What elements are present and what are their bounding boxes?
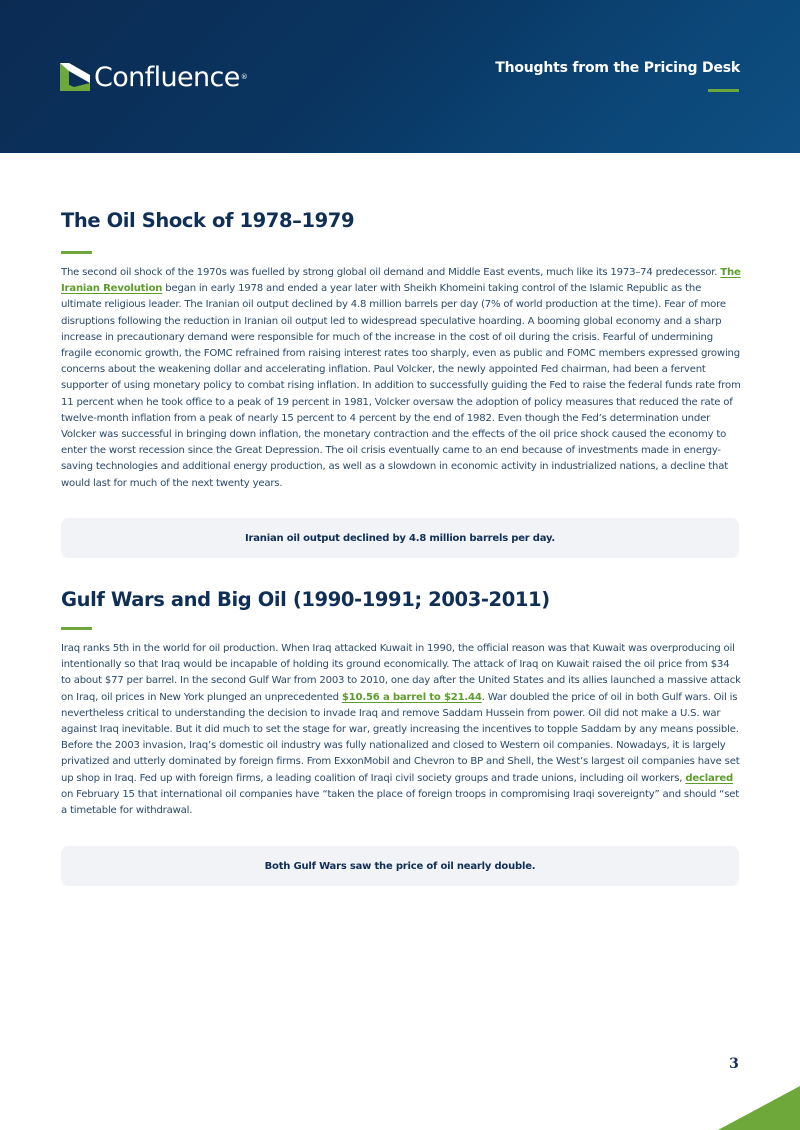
page-number: 3 [729,1056,739,1072]
section-accent-rule [61,251,92,254]
paragraph-text: on February 15 that international oil companies have “taken the place of foreign troops in compromising Iraqi sovereignty” and should “set a timetable for withdrawal. [61,788,740,817]
section-title-gulf-wars: Gulf Wars and Big Oil (1990-1991; 2003-2011) [61,588,550,611]
section-title-oil-shock: The Oil Shock of 1978–1979 [61,209,355,232]
confluence-logo-icon [60,61,90,93]
section-accent-rule [61,627,92,630]
confluence-logo[interactable] [60,60,248,94]
paragraph-text: . War doubled the price of oil in both Gulf wars. Oil is nevertheless critical to understanding the decision to invade Iraq and remove Saddam Hussein from power. Oil did not make a U.S. war against Iraq inevitable. But it did much to set the stage for war, greatly increasing the incentives to topple Saddam by any means possible. Before the 2003 invasion, Iraq’s domestic oil industry was fully nationalized and closed to Western oil companies. Nowadays, it is largely privatized and utterly dominated by foreign firms. From ExxonMobil and Chevron to BP and Shell, the West’s largest oil companies have set up shop in Iraq. Fed up with foreign firms, a leading coalition of Iraqi civil society groups and trade unions, including oil workers, [61,691,740,784]
header-tagline: Thoughts from the Pricing Desk [495,60,740,76]
header-banner [0,0,800,153]
link-declared[interactable]: declared [685,772,734,784]
callout-text: Iranian oil output declined by 4.8 million barrels per day. [245,532,555,544]
link-oil-price-plunge[interactable]: $10.56 a barrel to $21.44 [341,691,482,703]
paragraph-text: Iraq ranks 5th in the world for oil production. When Iraq attacked Kuwait in 1990, the official reason was that Kuwait was overproducing oil intentionally so that Iraq would be incapable of holding its ground economically. The attack of Iraq on Kuwait raised the oil price from $34 to about $77 per barrel. In the second Gulf War from 2003 to 2010, one day after the United States and its allies launched a massive attack on Iraq, oil prices in New York plunged an unprecedented [61,643,741,703]
paragraph-text: began in early 1978 and ended a year later with Sheikh Khomeini taking control of the Islamic Republic as the ultimate religious leader. The Iranian oil output declined by 4.8 million barrels per day (7% of world production at the time). Fear of more disruptions following the reduction in Iranian oil output led to widespread speculative hoarding. A booming global economy and a sharp increase in precautionary demand were responsible for much of the increase in the cost of oil during the crisis. Fearful of undermining fragile economic growth, the FOMC refrained from raising interest rates too sharply, even as public and FOMC members expressed growing concerns about the weakening dollar and accelerating inflation. Paul Volcker, the newly appointed Fed chairman, had been a fervent supporter of using monetary policy to combat rising inflation. In addition to successfully guiding the Fed to raise the federal funds rate from 11 percent when he took office to a peak of 19 percent in 1981, Volcker oversaw the adoption of policy measures that reduced the rate of twelve-month inflation from a peak of nearly 15 percent to 4 percent by the end of 1982. Even though the Fed’s determination under Volcker was successful in bringing down inflation, the monetary contraction and the effects of the oil price shock caused the economy to enter the worst recession since the Great Depression. The oil crisis eventually came to an end because of investments made in energy-saving technologies and additional energy production, as well as a slowdown in economic activity in industrialized nations, a decline that would last for much of the next twenty years. [61,283,741,489]
callout-box-gulf-wars [61,846,739,886]
callout-text: Both Gulf Wars saw the price of oil nearly double. [264,860,536,872]
logo-registered-mark: ® [240,73,248,81]
section-paragraph-gulf-wars [61,641,741,819]
logo-text: Confluence [94,61,240,93]
paragraph-text: The second oil shock of the 1970s was fuelled by strong global oil demand and Middle East events, much like its 1973–74 predecessor. [61,267,721,278]
tagline-accent-rule [708,89,739,92]
section-paragraph-oil-shock [61,265,741,492]
callout-box-oil-shock [61,518,739,558]
link-iranian-revolution[interactable]: The Iranian Revolution [61,267,741,295]
green-corner-triangle [718,1086,800,1130]
